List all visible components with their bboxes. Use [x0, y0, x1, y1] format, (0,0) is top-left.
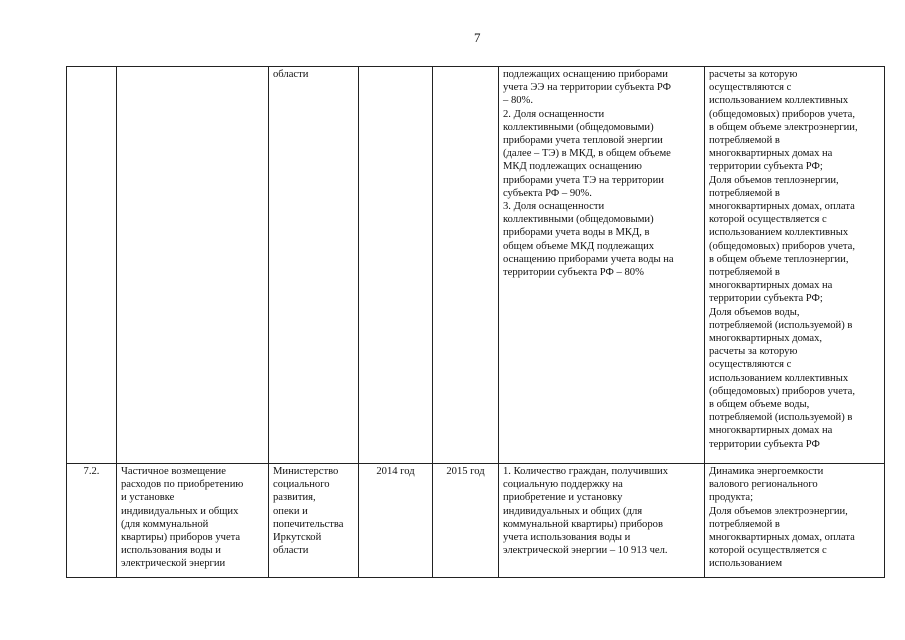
cell-executor: [269, 67, 359, 464]
text-line: области: [273, 545, 309, 557]
cell-number: [67, 67, 117, 464]
text-line: (общедомовых) приборов учета,: [709, 240, 856, 252]
text-line: многоквартирных домах на: [709, 148, 833, 160]
text-line: многоквартирных домах на: [709, 425, 833, 437]
text-line: Иркутской: [273, 532, 322, 544]
cell-indicators: [499, 67, 705, 464]
text-line: потребляемой в: [709, 187, 780, 199]
text-line: субъекта РФ – 90%.: [503, 187, 592, 199]
text-line: которой осуществляется с: [709, 214, 827, 226]
cell-measure: [117, 464, 269, 578]
text-line: 3. Доля оснащенности: [503, 201, 605, 213]
cell-start-year: [359, 67, 433, 464]
cell-executor: [269, 464, 359, 578]
text-line: 2014 год: [376, 466, 415, 477]
text-line: социальную поддержку на: [503, 479, 623, 491]
cell-start-year: [359, 464, 433, 578]
text-line: Доля объемов воды,: [709, 306, 800, 318]
cell-end-year: [433, 464, 499, 578]
text-line: общем объеме МКД подлежащих: [503, 240, 655, 252]
text-line: развития,: [273, 492, 316, 504]
text-line: осуществляются с: [709, 82, 792, 94]
text-line: коммунальной квартиры) приборов: [503, 518, 663, 530]
text-line: продукта;: [709, 492, 754, 504]
text-line: расчеты за которую: [709, 69, 798, 80]
cell-indicators: [499, 464, 705, 578]
text-line: территории субъекта РФ;: [709, 293, 823, 305]
cell-end-year: [433, 67, 499, 464]
cell-measure: [117, 67, 269, 464]
text-line: использованием: [709, 558, 783, 570]
text-line: коллективными (общедомовыми): [503, 214, 654, 226]
page-number: 7: [474, 30, 481, 45]
text-line: МКД подлежащих оснащению: [503, 161, 642, 173]
text-line: (общедомовых) приборов учета,: [709, 108, 856, 120]
text-line: социального: [273, 479, 330, 491]
text-line: многоквартирных домах,: [709, 333, 823, 345]
text-line: многоквартирных домах, оплата: [709, 201, 855, 213]
text-line: (далее – ТЭ) в МКД, в общем объеме: [503, 148, 671, 160]
text-line: учета ЭЭ на территории субъекта РФ: [503, 82, 671, 94]
text-line: электрической энергии – 10 913 чел.: [503, 545, 668, 557]
text-line: 2. Доля оснащенности: [503, 108, 605, 120]
text-line: Министерство: [273, 466, 339, 477]
text-line: – 80%.: [503, 95, 534, 107]
text-line: которой осуществляется с: [709, 545, 827, 557]
text-line: приборами учета воды в МКД, в: [503, 227, 650, 239]
text-line: в общем объеме теплоэнергии,: [709, 253, 849, 265]
text-line: электрической энергии: [121, 558, 226, 570]
cell-number: [67, 464, 117, 578]
text-line: потребляемой (используемой) в: [709, 412, 853, 424]
text-line: приборами учета ТЭ на территории: [503, 174, 664, 186]
text-line: 7.2.: [83, 466, 100, 477]
text-line: территории субъекта РФ;: [709, 161, 823, 173]
text-line: опеки и: [273, 505, 308, 517]
text-line: многоквартирных домах на: [709, 280, 833, 292]
text-line: многоквартирных домах, оплата: [709, 532, 855, 544]
measures-table: [66, 66, 885, 578]
text-line: осуществляются с: [709, 359, 792, 371]
text-line: использованием коллективных: [709, 372, 849, 384]
text-line: индивидуальных и общих (для: [503, 505, 643, 517]
text-line: области: [273, 69, 309, 80]
text-line: индивидуальных и общих: [121, 505, 239, 517]
text-line: 1. Количество граждан, получивших: [503, 466, 668, 477]
text-line: приборами учета тепловой энергии: [503, 135, 663, 147]
text-line: потребляемой в: [709, 518, 780, 530]
text-line: (для коммунальной: [121, 518, 209, 530]
text-line: расходов по приобретению: [121, 479, 244, 491]
text-line: и установке: [121, 492, 175, 504]
text-line: расчеты за которую: [709, 346, 798, 358]
text-line: территории субъекта РФ – 80%: [503, 267, 644, 279]
table-row: [67, 464, 885, 578]
text-line: Динамика энергоемкости: [709, 466, 824, 477]
text-line: Доля объемов теплоэнергии,: [709, 174, 839, 186]
text-line: оснащению приборами учета воды на: [503, 253, 674, 265]
text-line: подлежащих оснащению приборами: [503, 69, 668, 80]
text-line: учета использования воды и: [503, 532, 631, 544]
text-line: Частичное возмещение: [121, 466, 226, 477]
text-line: территории субъекта РФ: [709, 438, 820, 450]
text-line: 2015 год: [446, 466, 485, 477]
text-line: квартиры) приборов учета: [121, 532, 241, 544]
text-line: приобретение и установку: [503, 492, 623, 504]
text-line: использованием коллективных: [709, 227, 849, 239]
text-line: использованием коллективных: [709, 95, 849, 107]
cell-targets: [705, 67, 885, 464]
text-line: в общем объеме электроэнергии,: [709, 121, 858, 133]
text-line: потребляемой (используемой) в: [709, 319, 853, 331]
text-line: попечительства: [273, 518, 344, 530]
text-line: Доля объемов электроэнергии,: [709, 505, 848, 517]
text-line: (общедомовых) приборов учета,: [709, 385, 856, 397]
text-line: потребляемой в: [709, 267, 780, 279]
text-line: в общем объеме воды,: [709, 399, 810, 411]
text-line: коллективными (общедомовыми): [503, 121, 654, 133]
text-line: потребляемой в: [709, 135, 780, 147]
text-line: использования воды и: [121, 545, 221, 557]
cell-targets: [705, 464, 885, 578]
table-row: [67, 67, 885, 464]
text-line: валового регионального: [709, 479, 818, 491]
